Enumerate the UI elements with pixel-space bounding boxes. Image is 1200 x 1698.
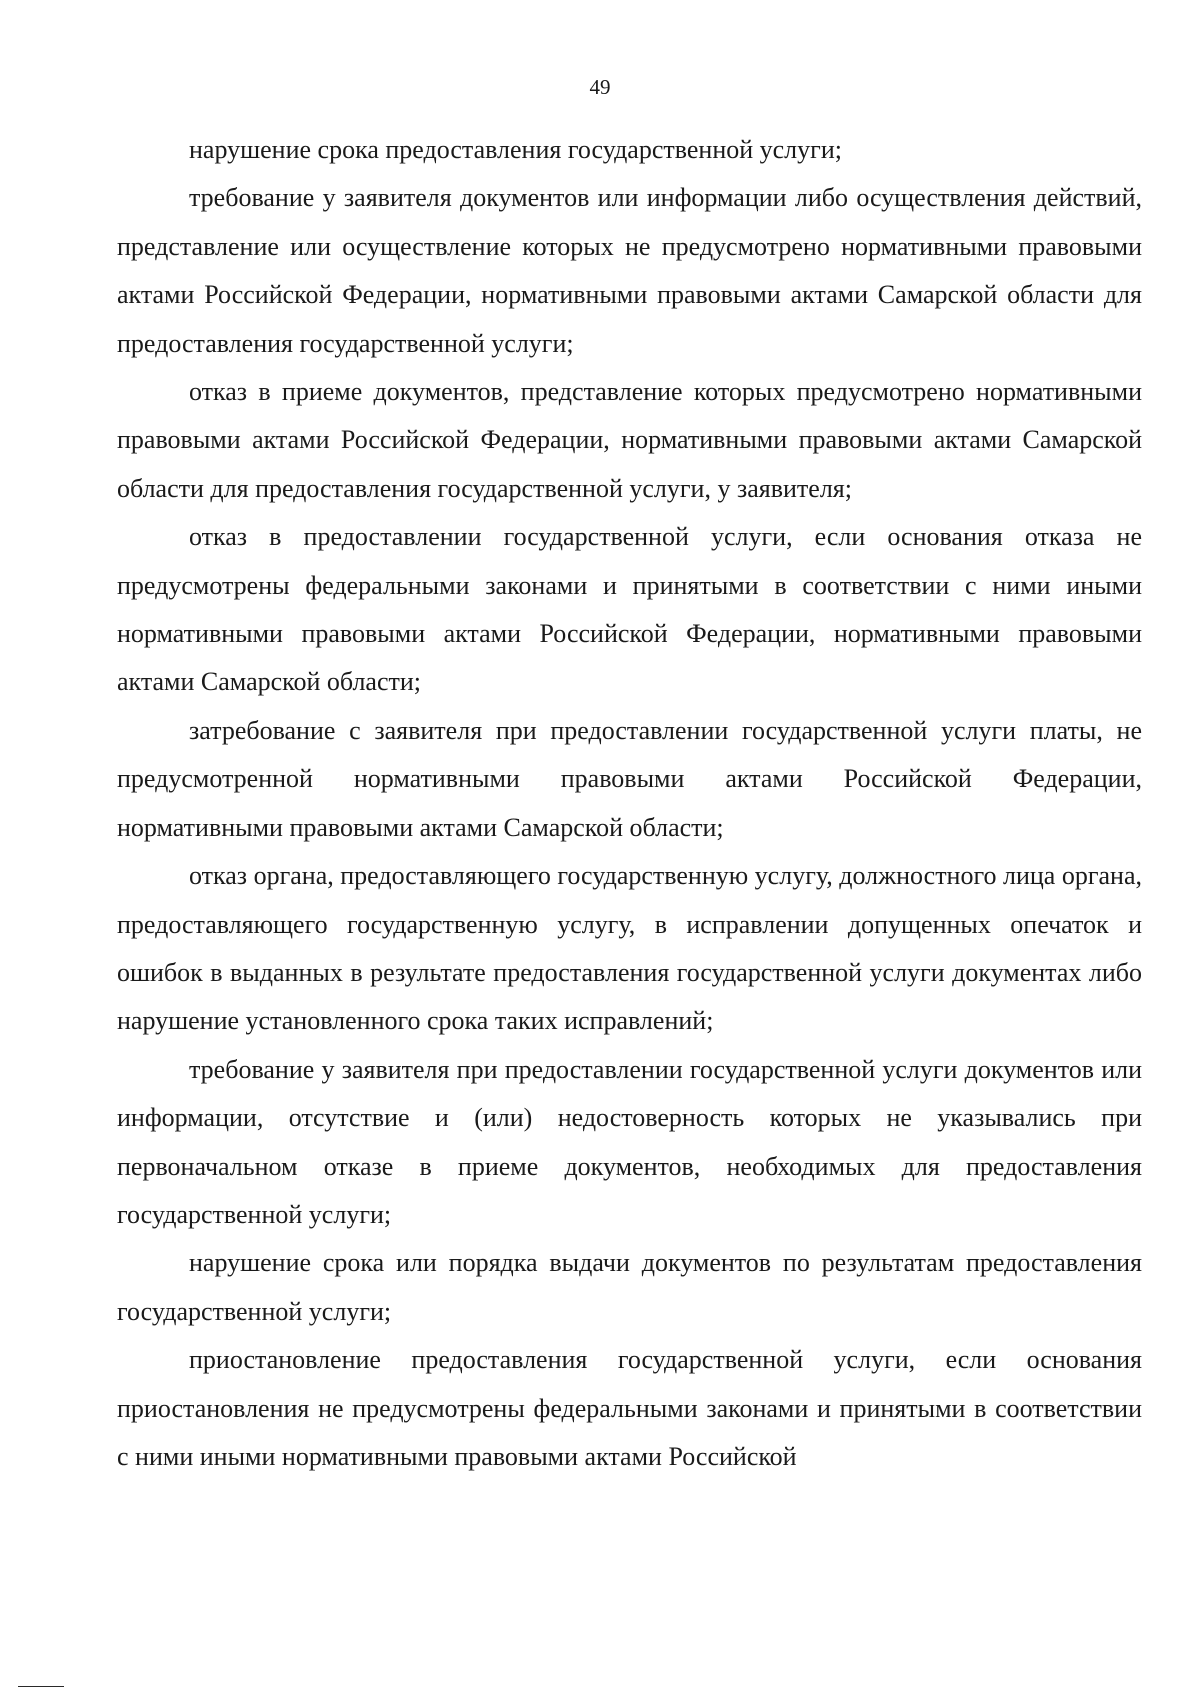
paragraph-6: отказ органа, предоставляющего государственную услугу, должностного лица органа, предоставляющего государственную услугу, в исправлении допущенных опечаток и ошибок в выданных в результате предоставления государственной услуги документах либо нарушение установленного срока таких исправлений;	[117, 861, 1142, 1036]
paragraph-5: затребование с заявителя при предоставлении государственной услуги платы, не предусмотренной нормативными правовыми актами Российской Федерации, нормативными правовыми актами Самарской области;	[117, 715, 1142, 842]
paragraph-8: нарушение срока или порядка выдачи документов по результатам предоставления государственной услуги;	[117, 1248, 1142, 1326]
paragraph-4: отказ в предоставлении государственной услуги, если основания отказа не предусмотрены федеральными законами и принятыми в соответствии с ними иными нормативными правовыми актами Российской Федерации, нормативными правовыми актами Самарской области;	[117, 522, 1142, 697]
paragraph-1: нарушение срока предоставления государственной услуги;	[189, 135, 842, 164]
page-number: 49	[589, 75, 611, 99]
paragraph-2: требование у заявителя документов или информации либо осуществления действий, представление или осуществление которых не предусмотрено нормативными правовыми актами Российской Федерации, нормативными правовыми актами Самарской области для предоставления государственной услуги;	[117, 183, 1142, 358]
paragraph-3: отказ в приеме документов, представление которых предусмотрено нормативными правовыми актами Российской Федерации, нормативными правовыми актами Самарской области для предоставления государственной услуги, у заявителя;	[117, 377, 1142, 503]
footnote-divider	[18, 1686, 64, 1687]
paragraph-9: приостановление предоставления государственной услуги, если основания приостановления не предусмотрены федеральными законами и принятыми в соответствии с ними иными нормативными правовыми актами Российской	[117, 1345, 1142, 1471]
paragraph-7: требование у заявителя при предоставлении государственной услуги документов или информации, отсутствие и (или) недостоверность которых не указывались при первоначальном отказе в приеме документов, необходимых для предоставления государственной услуги;	[117, 1054, 1142, 1229]
document-body	[117, 126, 1142, 1481]
